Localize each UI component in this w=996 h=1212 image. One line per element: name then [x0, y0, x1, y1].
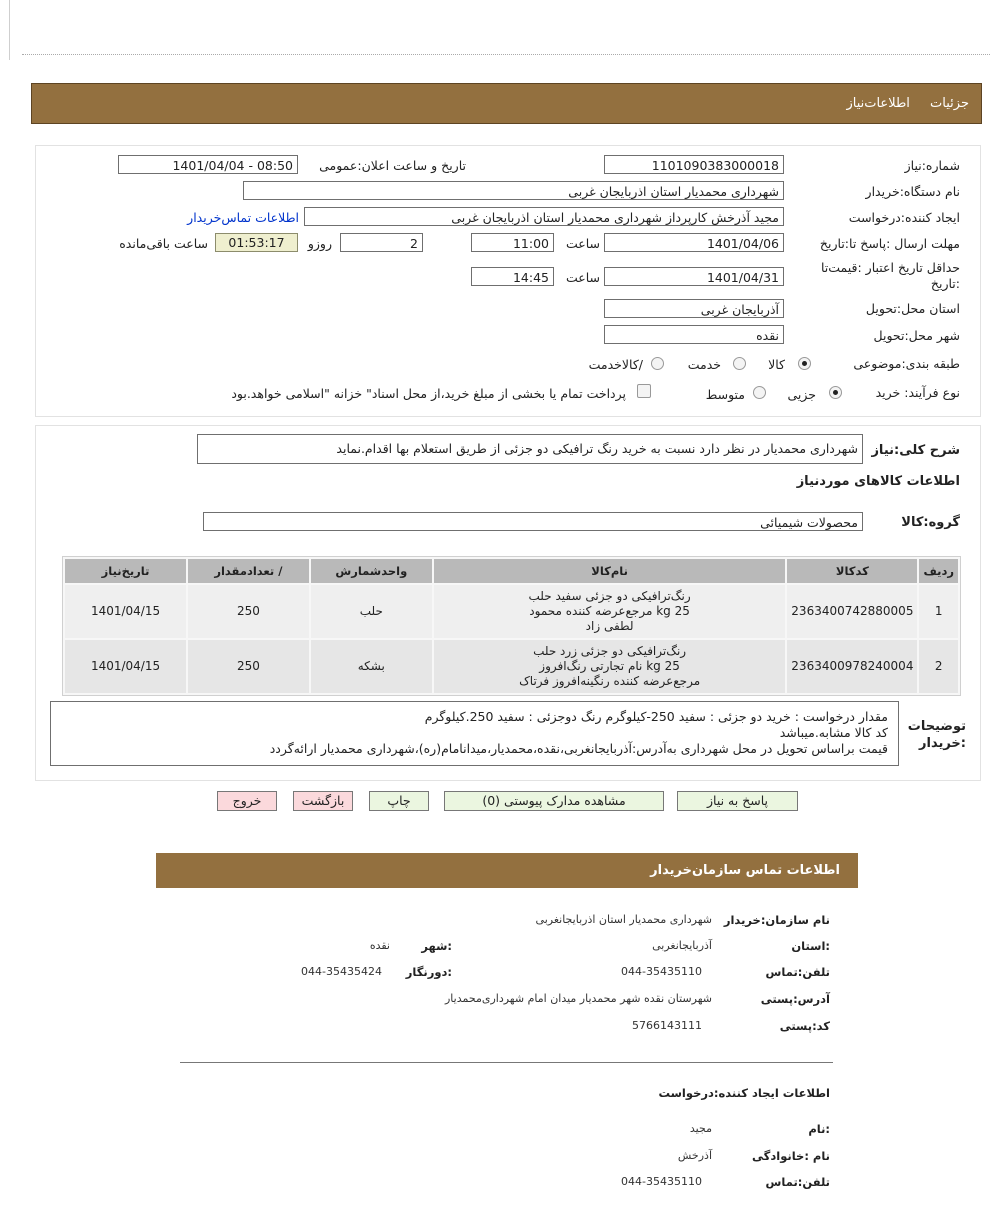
remaining-time-label: ساعت باقی‌مانده [119, 236, 208, 251]
col-qty-header: / تعدادمقدار [188, 559, 309, 583]
nav-need-info-link[interactable]: اطلاعات‌نیاز [846, 96, 910, 111]
process-partial-label: جزیی [787, 387, 816, 402]
requester-family-value: آذرخش [677, 1149, 712, 1162]
announce-label: تاریخ و ساعت اعلان:عمومی [319, 158, 466, 173]
col-row-header: ردیف [919, 559, 958, 583]
buyer-notes-line3: قیمت براساس تحویل در محل شهرداری به‌آدرس:آذربایجانغربی،نقده،محمدیار،میدانامام(ره)،شهرداری محمدیار ارائه‌گردد [269, 741, 888, 756]
org-phone-label: تلفن:تماس [765, 965, 830, 979]
cell-unit: بشکه [311, 640, 432, 693]
validity-label-line2: :تاریخ [930, 276, 960, 291]
org-fax-label: :دورنگار [405, 965, 452, 979]
validity-label-line1: حداقل تاریخ اعتبار :قیمت‌تا [820, 260, 960, 275]
category-goods-service-label: /کالاخدمت [588, 357, 643, 372]
category-goods-label: کالا [768, 357, 785, 372]
validity-time-field: 14:45 [471, 267, 554, 286]
org-city-label: :شهر [421, 939, 452, 953]
col-unit-header: واحدشمارش [311, 559, 432, 583]
cell-name-line2: 25 kg نام تجارتی رنگ‌افروز [539, 659, 680, 673]
cell-qty: 250 [188, 640, 309, 693]
process-type-label: نوع فرآیند: خرید [875, 385, 960, 400]
buyer-notes-field [50, 701, 899, 766]
print-button[interactable]: چاپ [369, 791, 429, 811]
cell-row: 1 [919, 585, 958, 638]
category-goods-radio[interactable] [798, 357, 811, 370]
days-field: 2 [340, 233, 423, 252]
cell-name-line2: 25 kg مرجع‌عرضه کننده محمود [529, 604, 690, 618]
province-field: آذربایجان غربی [604, 299, 784, 318]
description-field: شهرداری محمدیار در نظر دارد نسبت به خرید رنگ ترافیکی دو جزئی از طریق استعلام بها اقدام.نماید [197, 434, 863, 464]
org-contact-banner [156, 853, 858, 888]
announce-field: 1401/04/04 - 08:50 [118, 155, 298, 174]
goods-info-title: اطلاعات کالاهای موردنیاز [796, 474, 960, 489]
buyer-notes-line2: کد کالا مشابه.میباشد [779, 725, 888, 740]
process-partial-radio[interactable] [829, 386, 842, 399]
deadline-time-label: ساعت [565, 236, 600, 251]
description-label: شرح کلی:نیاز [871, 443, 960, 458]
attachments-button[interactable]: مشاهده مدارک پیوستی (0) [444, 791, 664, 811]
validity-time-label: ساعت [565, 270, 600, 285]
cell-name-line3: لطفی زاد [585, 619, 634, 633]
goods-table [62, 556, 961, 696]
requester-phone-label: تلفن:تماس [765, 1175, 830, 1189]
validity-label [821, 260, 960, 292]
city-field: نقده [604, 325, 784, 344]
cell-code: 2363400742880005 [787, 585, 917, 638]
process-medium-label: متوسط [705, 387, 745, 402]
cell-date: 1401/04/15 [65, 585, 186, 638]
buyer-contact-link[interactable]: اطلاعات تماس‌خریدار [187, 210, 299, 225]
need-number-label: شماره:نیاز [904, 158, 960, 173]
buyer-org-field: شهرداری محمدیار استان اذربایجان غربی [243, 181, 784, 200]
requester-name-label: :نام [808, 1122, 830, 1136]
org-fax-value: 044-35435424 [301, 965, 382, 978]
category-service-radio[interactable] [733, 357, 746, 370]
goods-table-header [65, 559, 958, 583]
validity-date-field: 1401/04/31 [604, 267, 784, 286]
treasury-payment-checkbox[interactable] [637, 384, 651, 398]
treasury-payment-note: پرداخت تمام یا بخشی از مبلغ خرید،از محل اسناد" خزانه "اسلامی خواهد.بود [231, 386, 626, 401]
org-name-value: شهرداری محمدیار استان اذربایجانغربی [535, 913, 712, 926]
requester-name-value: مجید [689, 1122, 712, 1135]
org-province-label: :استان [791, 939, 830, 953]
table-row [65, 585, 958, 638]
buyer-notes-label-line1: توضیحات [907, 719, 966, 734]
cell-qty: 250 [188, 585, 309, 638]
header-banner [31, 83, 982, 124]
category-goods-service-radio[interactable] [651, 357, 664, 370]
city-label: شهر محل:تحویل [873, 328, 960, 343]
org-postal-label: کد:پستی [779, 1019, 830, 1033]
days-label: روزو [307, 236, 332, 251]
reply-button[interactable]: پاسخ به نیاز [677, 791, 798, 811]
goods-group-label: گروه:کالا [901, 515, 960, 530]
cell-date: 1401/04/15 [65, 640, 186, 693]
cell-row: 2 [919, 640, 958, 693]
org-name-label: نام سازمان:خریدار [723, 913, 830, 927]
deadline-date-field: 1401/04/06 [604, 233, 784, 252]
back-button[interactable]: بازگشت [293, 791, 353, 811]
org-postal-value: 5766143111 [632, 1019, 702, 1032]
category-label: طبقه بندی:موضوعی [853, 356, 960, 371]
goods-group-field: محصولات شیمیائی [203, 512, 863, 531]
org-address-value: شهرستان نقده شهر محمدیار میدان امام شهرداری‌محمدیار [445, 992, 712, 1005]
buyer-notes-label [908, 718, 966, 752]
category-service-label: خدمت [687, 357, 721, 372]
org-province-value: آذربایجانغربی [652, 939, 712, 952]
cell-unit: حلب [311, 585, 432, 638]
deadline-label: مهلت ارسال :پاسخ تا:تاریخ [819, 236, 960, 251]
buyer-notes-line1: مقدار درخواست : خرید دو جزئی : سفید 250-کیلوگرم رنگ دوجزئی : سفید 250.کیلوگرم [424, 709, 888, 724]
col-date-header: تاریخ‌نیاز [65, 559, 186, 583]
cell-name-line1: رنگ‌ترافیکی دو جزئی سفید حلب [528, 589, 691, 603]
org-city-value: نقده [369, 939, 390, 952]
left-border-line [9, 0, 10, 60]
exit-button[interactable]: خروج [217, 791, 277, 811]
org-phone-value: 044-35435110 [621, 965, 702, 978]
org-contact-title: اطلاعات تماس سازمان‌خریدار [650, 863, 840, 878]
top-divider [22, 54, 990, 55]
cell-name [434, 640, 785, 693]
province-label: استان محل:تحویل [865, 301, 960, 316]
buyer-notes-label-line2: :خریدار [919, 736, 966, 751]
cell-name [434, 585, 785, 638]
process-medium-radio[interactable] [753, 386, 766, 399]
need-number-field: 1101090383000018 [604, 155, 784, 174]
requester-phone-value: 044-35435110 [621, 1175, 702, 1188]
cell-name-line1: رنگ‌ترافیکی دو جزئی زرد حلب [533, 644, 687, 658]
cell-code: 2363400978240004 [787, 640, 917, 693]
cell-name-line3: مرجع‌عرضه کننده رنگینه‌افروز فرتاک [519, 674, 701, 688]
section-divider [180, 1062, 833, 1063]
col-name-header: نام‌کالا [434, 559, 785, 583]
creator-label: ایجاد کننده:درخواست [848, 210, 960, 225]
requester-family-label: نام :خانوادگی [752, 1149, 830, 1163]
remaining-time-display: 01:53:17 [215, 233, 298, 252]
deadline-time-field: 11:00 [471, 233, 554, 252]
org-address-label: آدرس:پستی [760, 992, 830, 1006]
col-code-header: کدکالا [787, 559, 917, 583]
creator-field: مجید آذرخش کارپرداز شهرداری محمدیار استان اذربایجان غربی [304, 207, 784, 226]
requester-title: اطلاعات ایجاد کننده:درخواست [658, 1086, 830, 1100]
nav-details-link[interactable]: جزئیات [930, 96, 969, 111]
buyer-org-label: نام دستگاه:خریدار [865, 184, 960, 199]
table-row [65, 640, 958, 693]
